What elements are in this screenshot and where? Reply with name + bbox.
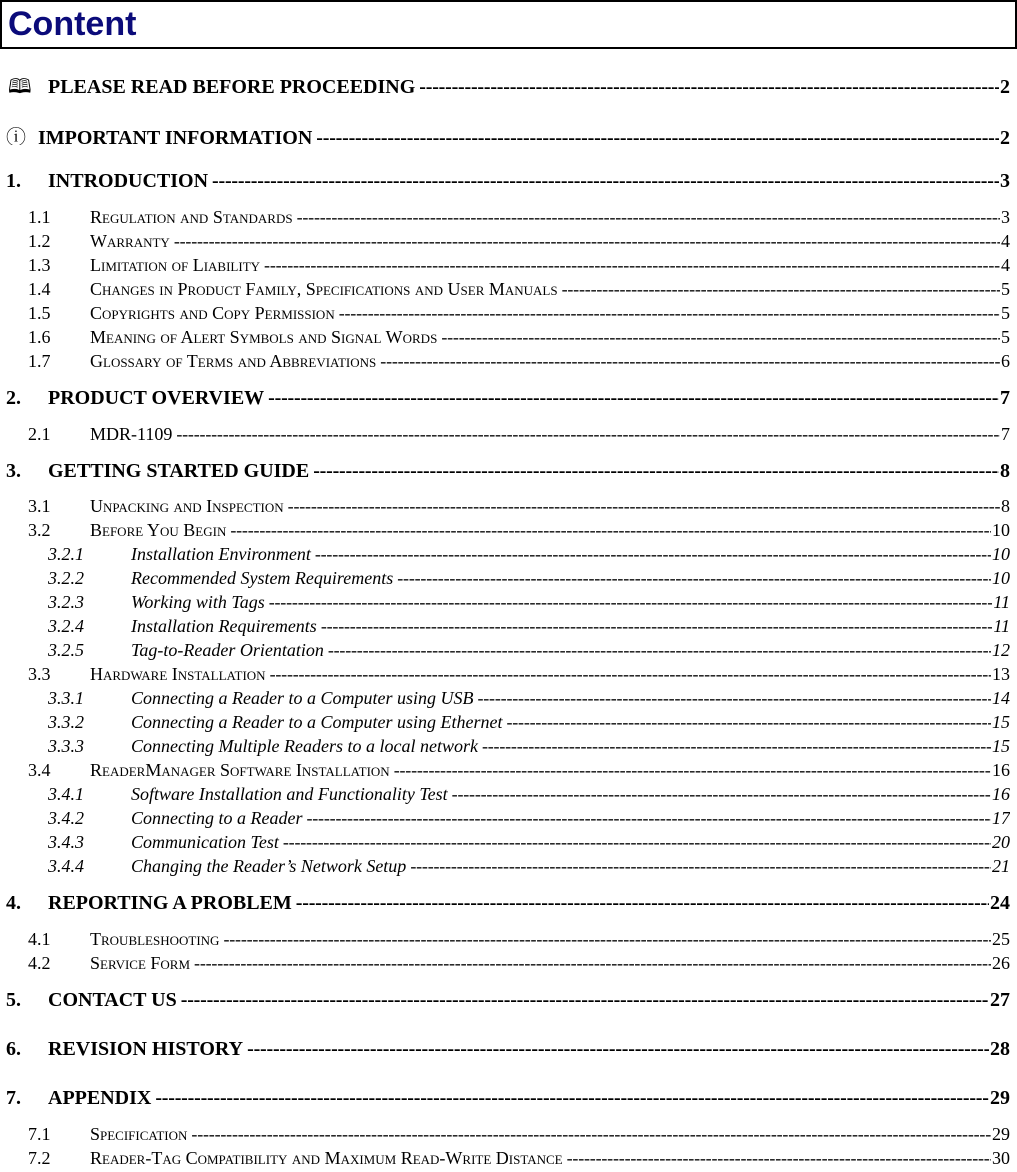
toc-entry-label: Installation Requirements xyxy=(131,616,317,636)
dot-leader xyxy=(297,207,1000,228)
dot-leader xyxy=(410,856,991,877)
toc-entry-number: 3.2 xyxy=(28,520,51,540)
dot-leader xyxy=(441,327,1000,348)
toc-entry[interactable] xyxy=(0,712,1010,736)
toc-entry-label: Hardware Installation xyxy=(90,664,266,684)
dot-leader xyxy=(194,953,991,974)
toc-entry-label: Warranty xyxy=(90,231,170,251)
dot-leader xyxy=(306,808,991,829)
dot-leader xyxy=(269,592,993,613)
toc-page-number: 28 xyxy=(990,1038,1010,1060)
dot-leader xyxy=(223,929,991,950)
toc-page-number: 30 xyxy=(992,1148,1010,1168)
toc-entry[interactable] xyxy=(0,207,1010,231)
toc-page-number: 3 xyxy=(1001,207,1010,227)
dot-leader xyxy=(181,989,989,1012)
toc-entry[interactable] xyxy=(0,832,1010,856)
toc-entry[interactable] xyxy=(0,121,1010,145)
toc-entry-number: 3.4.2 xyxy=(48,808,84,828)
toc-page-number: 8 xyxy=(1001,496,1010,516)
toc-page-number: 20 xyxy=(992,832,1010,852)
toc-entry-number: 3.2.2 xyxy=(48,568,84,588)
toc-entry[interactable] xyxy=(0,424,1010,448)
toc-entry-number: 3.4.1 xyxy=(48,784,84,804)
toc-entry[interactable] xyxy=(0,327,1010,351)
toc-entry-number: 3.3.2 xyxy=(48,712,84,732)
dot-leader xyxy=(380,351,1000,372)
toc-entry-label: CONTACT US xyxy=(48,989,177,1011)
toc-page-number: 11 xyxy=(993,616,1010,636)
dot-leader xyxy=(452,784,991,805)
toc-page-number: 10 xyxy=(992,568,1010,588)
toc-entry-number: 3.2.5 xyxy=(48,640,84,660)
toc-entry[interactable] xyxy=(0,255,1010,279)
dot-leader xyxy=(313,460,999,483)
toc-page-number: 25 xyxy=(992,929,1010,949)
toc-entry-label: Connecting to a Reader xyxy=(131,808,303,828)
toc-entry-label: Regulation and Standards xyxy=(90,207,293,227)
toc-entry[interactable] xyxy=(0,592,1010,616)
toc-entry-number: 1.4 xyxy=(28,279,51,299)
toc-page-number: 4 xyxy=(1001,231,1010,251)
toc-page-number: 5 xyxy=(1001,327,1010,347)
toc-entry[interactable] xyxy=(0,72,1010,96)
toc-entry[interactable] xyxy=(0,640,1010,664)
toc-entry-number: 3.4 xyxy=(28,760,51,780)
toc-entry-number: 1.7 xyxy=(28,351,51,371)
toc-page-number: 3 xyxy=(1000,170,1010,192)
toc-entry[interactable] xyxy=(0,1148,1010,1172)
toc-entry-label: Changing the Reader’s Network Setup xyxy=(131,856,407,876)
toc-page-number: 24 xyxy=(990,892,1010,914)
toc-page-number: 13 xyxy=(992,664,1010,684)
toc-entry-number: 4. xyxy=(6,892,21,914)
dot-leader xyxy=(394,760,991,781)
toc-entry[interactable] xyxy=(0,387,1010,411)
dot-leader xyxy=(176,424,1000,445)
toc-entry[interactable] xyxy=(0,664,1010,688)
toc-entry-label: IMPORTANT INFORMATION xyxy=(38,127,313,145)
toc-entry-number: 3.2.4 xyxy=(48,616,84,636)
toc-page-number: 29 xyxy=(992,1124,1010,1144)
toc-page-number: 2 xyxy=(1000,76,1010,96)
toc-page-number: 10 xyxy=(992,544,1010,564)
toc-page-number: 7 xyxy=(1001,424,1010,444)
toc-entry-number: 7.1 xyxy=(28,1124,51,1144)
toc-entry-label: INTRODUCTION xyxy=(48,170,209,192)
toc-entry-number: 3.2.3 xyxy=(48,592,84,612)
toc-page-number: 2 xyxy=(1000,127,1010,145)
toc-entry-number: 5. xyxy=(6,989,21,1011)
toc-entry-label: MDR-1109 xyxy=(90,424,173,444)
toc-page-number: 21 xyxy=(992,856,1010,876)
toc-entry-label: Glossary of Terms and Abbreviations xyxy=(90,351,377,371)
dot-leader xyxy=(397,568,991,589)
toc-entry[interactable] xyxy=(0,760,1010,784)
dot-leader xyxy=(247,1038,989,1061)
dot-leader xyxy=(296,892,989,915)
toc-entry-label: REPORTING A PROBLEM xyxy=(48,892,292,914)
toc-entry[interactable] xyxy=(0,351,1010,375)
toc-entry-number: 3.4.4 xyxy=(48,856,84,876)
toc-entry-label: Installation Environment xyxy=(131,544,311,564)
toc-entry[interactable] xyxy=(0,1124,1010,1148)
dot-leader xyxy=(264,255,1000,276)
toc-entry-label: GETTING STARTED GUIDE xyxy=(48,460,310,482)
toc-entry-number: 1.6 xyxy=(28,327,51,347)
toc-entry-number: 3.2.1 xyxy=(48,544,84,564)
toc-entry-number: 7. xyxy=(6,1087,21,1109)
toc-entry[interactable] xyxy=(0,496,1010,520)
toc-entry-label: Unpacking and Inspection xyxy=(90,496,284,516)
page-title: Content xyxy=(8,5,137,43)
toc-entry-number: 3.3.1 xyxy=(48,688,84,708)
toc-entry-label: Meaning of Alert Symbols and Signal Words xyxy=(90,327,438,347)
dot-leader xyxy=(191,1124,991,1145)
dot-leader xyxy=(506,712,991,733)
toc-entry-label: ReaderManager Software Installation xyxy=(90,760,390,780)
toc-page-number: 7 xyxy=(1000,387,1010,409)
dot-leader xyxy=(419,76,999,96)
toc-entry-label: Changes in Product Family, Specifications and User Manuals xyxy=(90,279,558,299)
dot-leader xyxy=(321,616,993,637)
dot-leader xyxy=(283,832,991,853)
toc-entry[interactable] xyxy=(0,460,1010,484)
toc-entry-label: Service Form xyxy=(90,953,191,973)
toc-page-number: 10 xyxy=(992,520,1010,540)
toc-entry-label: Software Installation and Functionality Test xyxy=(131,784,448,804)
toc-page-number: 15 xyxy=(992,712,1010,732)
toc-page-number: 4 xyxy=(1001,255,1010,275)
toc-entry-number: 3. xyxy=(6,460,21,482)
dot-leader xyxy=(270,664,991,685)
toc-entry-number: 6. xyxy=(6,1038,21,1060)
toc-entry-label: Connecting a Reader to a Computer using Ethernet xyxy=(131,712,503,732)
toc-page-number: 14 xyxy=(992,688,1010,708)
toc-entry[interactable] xyxy=(0,303,1010,327)
toc-page-number: 5 xyxy=(1001,303,1010,323)
toc-entry[interactable] xyxy=(0,1087,1010,1111)
toc-entry[interactable] xyxy=(0,784,1010,808)
toc-entry[interactable] xyxy=(0,279,1010,303)
content-heading-box xyxy=(0,0,1017,49)
toc-entry-label: Recommended System Requirements xyxy=(131,568,394,588)
dot-leader xyxy=(339,303,1000,324)
toc-entry[interactable] xyxy=(0,520,1010,544)
dot-leader xyxy=(288,496,1000,517)
toc-entry[interactable] xyxy=(0,231,1010,255)
toc-page-number: 26 xyxy=(992,953,1010,973)
toc-entry-number: 2.1 xyxy=(28,424,51,444)
dot-leader xyxy=(230,520,991,541)
toc-page-number: 11 xyxy=(993,592,1010,612)
toc-page-number: 16 xyxy=(992,760,1010,780)
toc-entry-label: APPENDIX xyxy=(48,1087,152,1109)
toc-page-number: 5 xyxy=(1001,279,1010,299)
toc-entry[interactable] xyxy=(0,929,1010,953)
toc-entry-number: 1.1 xyxy=(28,207,51,227)
toc-entry[interactable] xyxy=(0,808,1010,832)
toc-entry-label: Working with Tags xyxy=(131,592,265,612)
dot-leader xyxy=(315,544,991,565)
toc-entry[interactable] xyxy=(0,568,1010,592)
dot-leader xyxy=(212,170,999,193)
toc-entry[interactable] xyxy=(0,856,1010,880)
book-icon: 🕮 xyxy=(8,76,32,96)
toc-entry-number: 1.2 xyxy=(28,231,51,251)
toc-page-number: 17 xyxy=(992,808,1010,828)
toc-entry-number: 2. xyxy=(6,387,21,409)
toc-entry-label: Reader-Tag Compatibility and Maximum Read-Write Distance xyxy=(90,1148,563,1168)
toc-entry-number: 3.3 xyxy=(28,664,51,684)
dot-leader xyxy=(567,1148,991,1169)
toc-page-number: 15 xyxy=(992,736,1010,756)
toc-entry[interactable] xyxy=(0,736,1010,760)
toc-entry[interactable] xyxy=(0,953,1010,977)
toc-entry-label: REVISION HISTORY xyxy=(48,1038,244,1060)
toc-entry-number: 4.1 xyxy=(28,929,51,949)
dot-leader xyxy=(174,231,1000,252)
toc-entry-label: Specification xyxy=(90,1124,188,1144)
toc-entry[interactable] xyxy=(0,1038,1010,1062)
toc-entry[interactable] xyxy=(0,688,1010,712)
toc-entry-number: 3.3.3 xyxy=(48,736,84,756)
toc-entry-label: Communication Test xyxy=(131,832,279,852)
toc-entry[interactable] xyxy=(0,989,1010,1013)
toc-entry-number: 3.1 xyxy=(28,496,51,516)
toc-page-number: 6 xyxy=(1001,351,1010,371)
dot-leader xyxy=(155,1087,989,1110)
toc-entry-label: Limitation of Liability xyxy=(90,255,261,275)
toc-entry-number: 7.2 xyxy=(28,1148,51,1168)
toc-entry-label: Before You Begin xyxy=(90,520,227,540)
toc-entry-label: Tag-to-Reader Orientation xyxy=(131,640,324,660)
toc-entry[interactable] xyxy=(0,170,1010,194)
toc-page-number: 12 xyxy=(992,640,1010,660)
toc-entry-number: 3.4.3 xyxy=(48,832,84,852)
dot-leader xyxy=(268,387,999,410)
toc-page-number: 29 xyxy=(990,1087,1010,1109)
toc-entry-label: Connecting a Reader to a Computer using USB xyxy=(131,688,474,708)
toc-entry[interactable] xyxy=(0,892,1010,916)
dot-leader xyxy=(316,127,999,145)
toc-entry-number: 4.2 xyxy=(28,953,51,973)
dot-leader xyxy=(477,688,991,709)
toc-page-number: 16 xyxy=(992,784,1010,804)
toc-entry[interactable] xyxy=(0,544,1010,568)
toc-entry-label: Connecting Multiple Readers to a local network xyxy=(131,736,478,756)
toc-page-number: 8 xyxy=(1000,460,1010,482)
info-icon: ⓘ xyxy=(6,127,26,145)
dot-leader xyxy=(562,279,1000,300)
toc-entry-number: 1.5 xyxy=(28,303,51,323)
toc-entry[interactable] xyxy=(0,616,1010,640)
toc-entry-label: PLEASE READ BEFORE PROCEEDING xyxy=(48,76,416,96)
dot-leader xyxy=(482,736,991,757)
toc-entry-number: 1. xyxy=(6,170,21,192)
dot-leader xyxy=(328,640,991,661)
toc-page-number: 27 xyxy=(990,989,1010,1011)
toc-entry-number: 1.3 xyxy=(28,255,51,275)
toc-entry-label: Copyrights and Copy Permission xyxy=(90,303,335,323)
toc-entry-label: Troubleshooting xyxy=(90,929,220,949)
toc-entry-label: PRODUCT OVERVIEW xyxy=(48,387,265,409)
